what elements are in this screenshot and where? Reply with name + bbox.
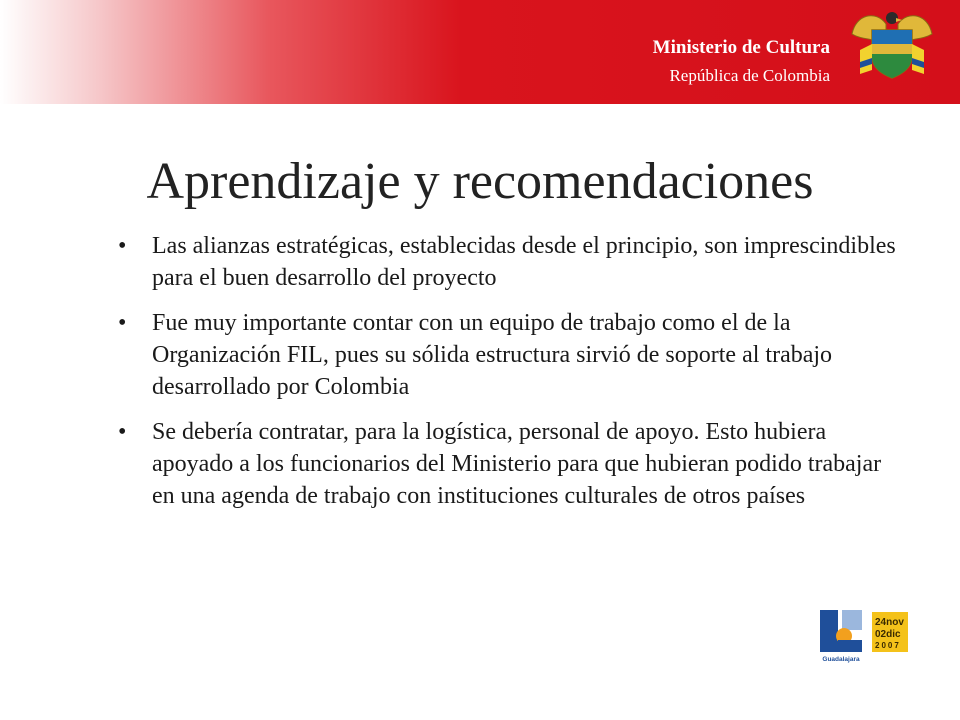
- ministry-country: República de Colombia: [669, 66, 830, 85]
- ministry-name: Ministerio de Cultura: [652, 37, 830, 58]
- coat-of-arms-logo: [842, 4, 942, 100]
- bullet-item: [116, 307, 906, 403]
- bullet-item: [116, 230, 906, 294]
- logo-date-start: 24nov: [875, 617, 904, 628]
- bullet-text: Se debería contratar, para la logística, personal de apoyo. Esto hubiera apoyado a los funcionarios del Ministerio para que hubieran podido trabajar en una agenda de trabajo con instituciones culturales de otros países: [152, 419, 882, 509]
- bullet-text: Fue muy importante contar con un equipo de trabajo como el de la Organización FIL, pues su sólida estructura sirvió de soporte al trabajo desarrollado por Colombia: [152, 310, 833, 400]
- fil-guadalajara-logo: [816, 606, 912, 668]
- logo-date-end: 02dic: [875, 629, 901, 640]
- header-banner: [0, 0, 960, 104]
- logo-city-text: Guadalajara: [822, 656, 860, 663]
- bullet-text: Las alianzas estratégicas, establecidas desde el principio, son imprescindibles para el buen desarrollo del proyecto: [152, 233, 896, 291]
- bullet-marker: •: [118, 233, 127, 259]
- bullet-item: [116, 416, 906, 512]
- bullet-list: [116, 230, 906, 525]
- bullet-marker: •: [118, 419, 127, 445]
- slide-title: Aprendizaje y recomendaciones: [146, 153, 814, 210]
- ministry-block: [653, 36, 830, 88]
- bullet-marker: •: [118, 310, 127, 336]
- logo-year: 2007: [875, 641, 901, 650]
